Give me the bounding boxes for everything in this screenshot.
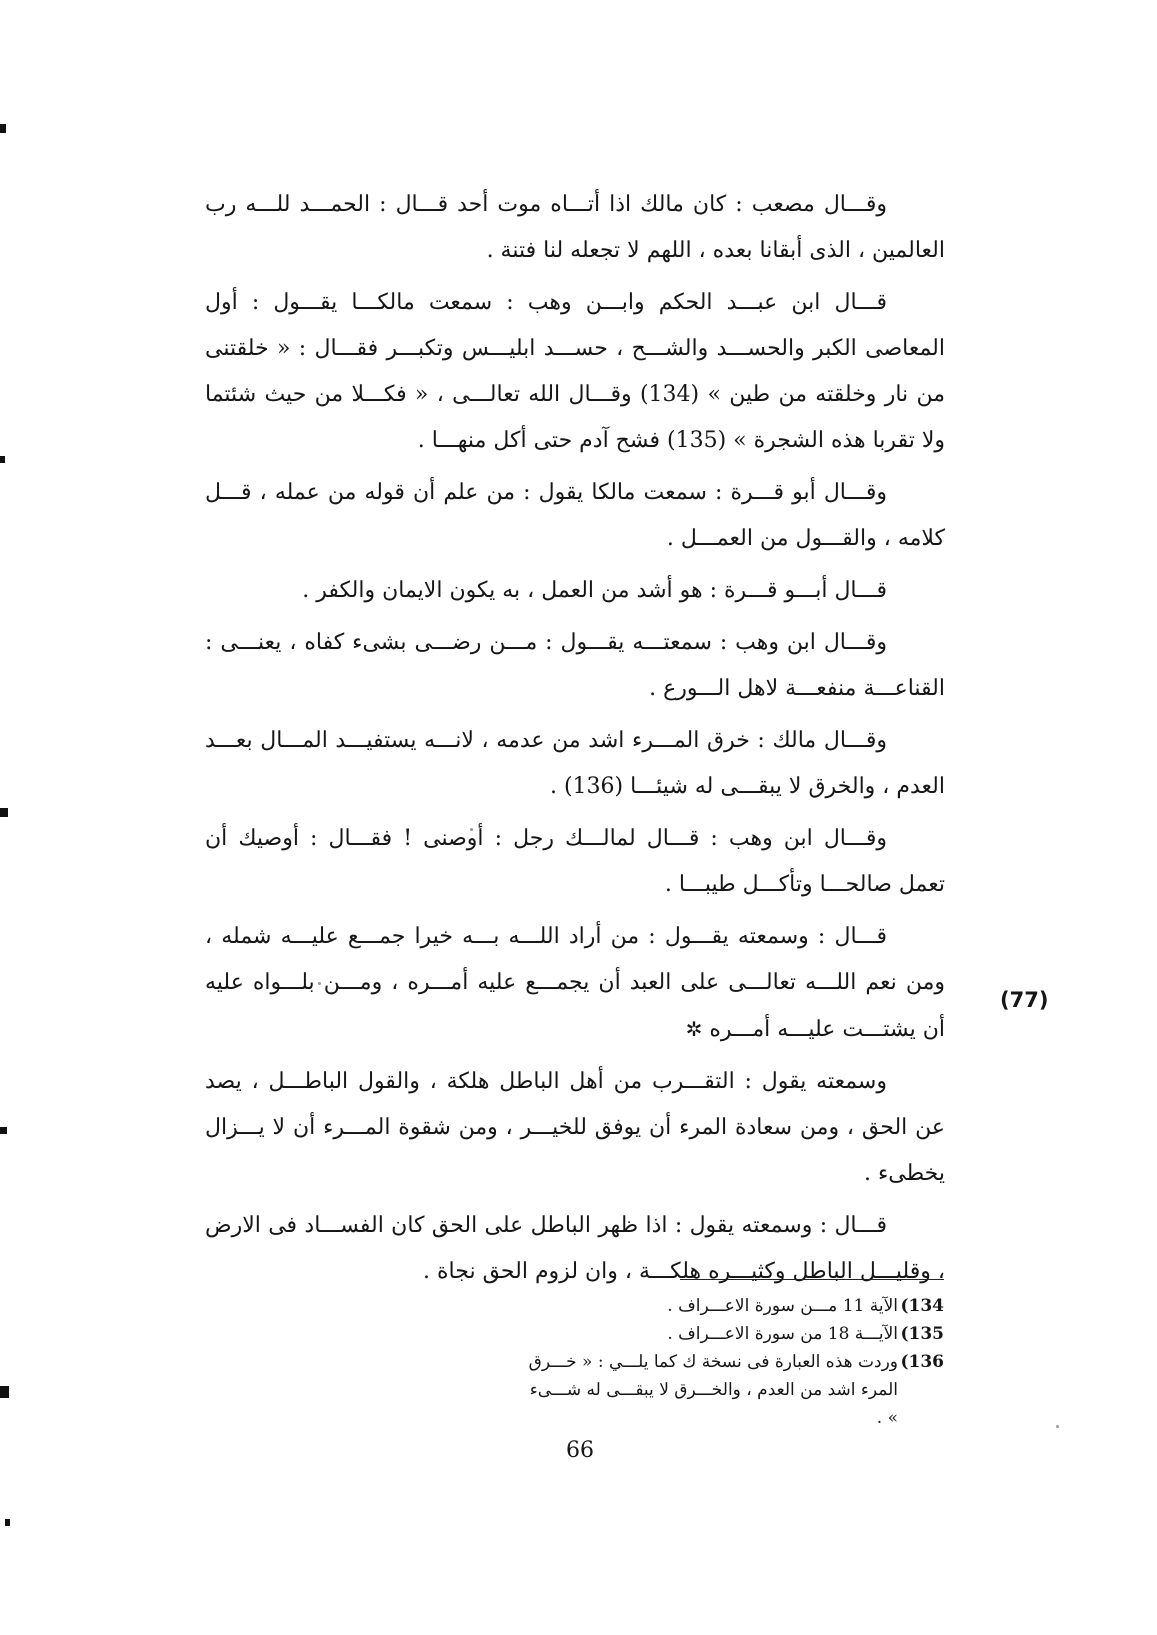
- footnote: [520, 1320, 944, 1348]
- marginal-number: (77): [1000, 988, 1049, 1012]
- scan-edge-mark: [5, 1519, 10, 1526]
- scan-speck: [1056, 1425, 1059, 1428]
- paragraph: وقـــال ابن وهب : قـــال لمالـــك رجل : أوصنى ! فقـــال : أوصيك أن تعمل صالحـــا وتأكـــل طيبـــا .: [205, 826, 945, 897]
- scan-edge-mark: [0, 1386, 9, 1398]
- footnote: [520, 1348, 944, 1432]
- footnote: [520, 1292, 944, 1320]
- footnote-text: الآية 11 مـــن سورة الاعـــراف .: [667, 1296, 898, 1316]
- footnote-text: وردت هذه العبارة فى نسخة ك كما يلـــي : « خـــرق المرء اشد من العدم ، والخـــرق لا يبقـــى له شـــىء » .: [528, 1352, 898, 1428]
- footnote-text: الآيـــة 18 من سورة الاعـــراف .: [667, 1324, 898, 1344]
- scan-edge-mark: [0, 1127, 7, 1134]
- footnote-number: 135): [900, 1324, 944, 1344]
- main-text: [205, 182, 945, 1301]
- paragraph: وسمعته يقول : التقـــرب من أهل الباطل هلكة ، والقول الباطـــل ، يصد عن الحق ، ومن سعادة المرء أن يوفق للخيـــر ، ومن شقوة المـــرء أن لا يـــزال يخطىء .: [205, 1069, 945, 1186]
- paragraph: قـــال ابن عبـــد الحكم وابـــن وهب : سمعت مالكـــا يقـــول : أول المعاصى الكبر والحســـد والشـــح ، حســـد ابليـــس وتكبـــر فقـــال : « خلقتنى من نار وخلقته من طين » (134) وقـــال الله تعالـــى ، « فكـــلا من حيث شئتما ولا تقربا هذه الشجرة » (135) فشح آدم حتى أكل منهـــا .: [205, 290, 945, 453]
- footnotes: [520, 1292, 944, 1432]
- star-icon: ✲: [685, 1017, 703, 1041]
- scan-edge-mark: [0, 456, 5, 463]
- footnote-divider: [680, 1279, 944, 1280]
- paragraph: وقـــال مالك : خرق المـــرء اشد من عدمه ، لانـــه يستفيـــد المـــال بعـــد العدم ، والخرق لا يبقـــى له شيئـــا (136) .: [205, 728, 945, 799]
- paragraph-text: قـــال : وسمعته يقـــول : من أراد اللـــه بـــه خيرا جمـــع عليـــه شمله ، ومن نعم اللـــه تعالـــى على العبد أن يجمـــع عليه أمـــره ، ومـــن بلـــواه عليه أن يشتـــت عليـــه أمـــره: [205, 924, 945, 1042]
- footnote-number: 134): [900, 1296, 944, 1316]
- paragraph: قـــال : وسمعته يقول : اذا ظهر الباطل على الحق كان الفســـاد فى الارض ، وقليـــل الباطل وكثيـــره هلكـــة ، وان لزوم الحق نجاة .: [205, 1213, 945, 1284]
- scan-edge-mark: [0, 808, 8, 817]
- paragraph: قـــال أبـــو قـــرة : هو أشد من العمل ، به يكون الايمان والكفر .: [302, 578, 887, 603]
- paragraph: وقـــال أبو قـــرة : سمعت مالكا يقول : من علم أن قوله من عمله ، قـــل كلامه ، والقـــول من العمـــل .: [205, 480, 945, 551]
- paragraph: وقـــال مصعب : كان مالك اذا أتـــاه موت أحد قـــال : الحمـــد للـــه رب العالمين ، الذى أبقانا بعده ، اللهم لا تجعله لنا فتنة .: [205, 192, 945, 263]
- footnote-number: 136): [900, 1352, 944, 1372]
- paragraph: وقـــال ابن وهب : سمعتـــه يقـــول : مـــن رضـــى بشىء كفاه ، يعنـــى : القناعـــة منفعـــة لاهل الـــورع .: [205, 630, 945, 701]
- scan-edge-mark: [0, 124, 6, 133]
- paragraph-with-star: [205, 914, 945, 1053]
- page-number: 66: [566, 1438, 594, 1463]
